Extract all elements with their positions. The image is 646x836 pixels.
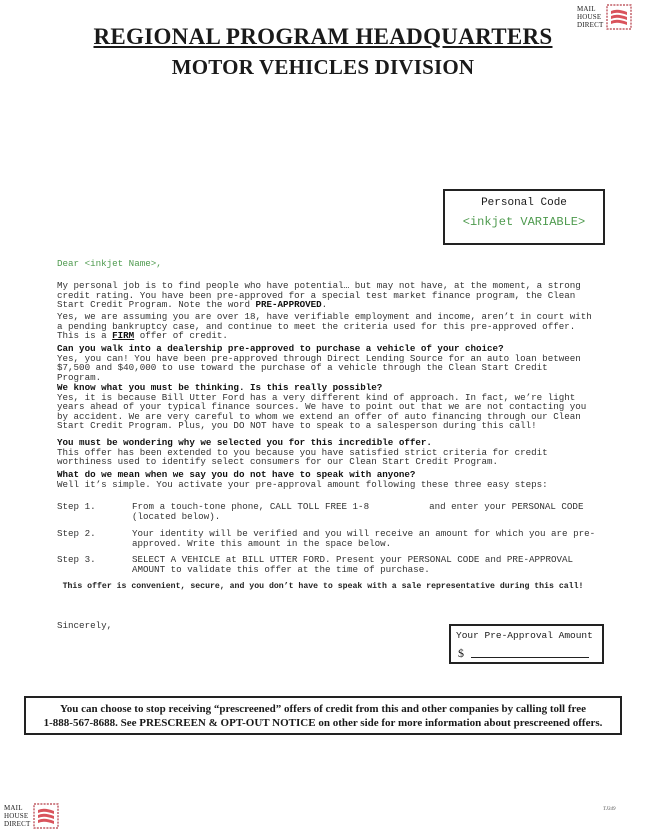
mail-house-direct-logo: [4, 803, 59, 829]
logo-line: HOUSE: [4, 812, 29, 820]
personal-code-box: [443, 189, 605, 245]
logo-line: DIRECT: [577, 21, 604, 29]
section-possible: [57, 383, 597, 431]
section-heading: We know what you must be thinking. Is this really possible?: [57, 382, 383, 393]
step-text: [132, 502, 602, 521]
page-subtitle: MOTOR VEHICLES DIVISION: [171, 55, 475, 79]
closing: Sincerely,: [57, 620, 113, 631]
opt-out-notice: [24, 696, 622, 735]
personal-code-label: Personal Code: [481, 197, 567, 209]
step-text: Your identity will be verified and you will receive an amount for which you are pre-approved. Write this amount in the space below.: [132, 528, 596, 549]
section-heading: What do we mean when we say you do not have to speak with anyone?: [57, 469, 416, 480]
paragraph-text: .: [321, 299, 328, 311]
logo-line: DIRECT: [4, 820, 31, 828]
paragraph-text: offer of credit.: [134, 330, 228, 342]
personal-code-value: <inkjet VARIABLE>: [462, 215, 586, 229]
section-body: Yes, you can! You have been pre-approved through Direct Lending Source for an auto loan between $7,500 and $40,000 to use toward the purchase of a vehicle through the Clean Start Credit Program.: [57, 352, 581, 383]
step-text-part: From a touch-tone phone, CALL TOLL FREE 1-8: [132, 501, 370, 512]
opt-out-line: You can choose to stop receiving “prescreened” offers of credit from this and other companies by calling toll free: [60, 703, 586, 715]
section-heading: Can you walk into a dealership pre-approved to purchase a vehicle of your choice?: [57, 343, 504, 354]
form-code: TJ349: [603, 807, 616, 812]
logo-text: [4, 804, 30, 828]
opt-out-line: 1-888-567-8688. See PRESCREEN & OPT-OUT NOTICE on other side for more information about prescreened offers.: [43, 717, 603, 729]
step-text: SELECT A VEHICLE at BILL UTTER FORD. Present your PERSONAL CODE and PRE-APPROVAL AMOUNT to validate this offer at the time of purchase.: [132, 554, 574, 575]
section-walk-in: [57, 344, 597, 382]
firm-emphasis: FIRM: [112, 330, 135, 342]
step-number: Step 3.: [57, 554, 96, 565]
stamp-flag-icon: [33, 803, 59, 829]
step-text-part: and enter your PERSONAL CODE (located below).: [132, 501, 584, 522]
section-selected: [57, 438, 597, 467]
logo-line: MAIL: [4, 804, 23, 812]
amount-write-line: [471, 657, 589, 658]
step-number: Step 2.: [57, 528, 96, 539]
paragraph-1: [57, 281, 597, 310]
paragraph-text: Yes, we are assuming you are over 18, have verifiable employment and income, aren’t in court with a pending bankruptcy case, and continue to meet the criteria used for this pre-approved offer. This is a: [57, 311, 592, 342]
convenience-note: This offer is convenient, secure, and you don’t have to speak with a sale representative during this call!: [62, 582, 584, 591]
logo-line: HOUSE: [577, 13, 602, 21]
section-speak: [57, 470, 597, 489]
dollar-sign: $: [458, 646, 464, 660]
section-body: Yes, it is because Bill Utter Ford has a very different kind of approach. In fact, we’re light years ahead of your typical finance sources. We have to point out that we are not contacting you by accident. We are very careful to whom we extend an offer of auto financing through our Clean Start Credit Program. Plus, you DO NOT have to speak to a salesperson during this call!: [57, 391, 587, 432]
section-body: This offer has been extended to you because you have satisfied strict criteria for credit worthiness used to identify select consumers for our Clean Start Credit Program.: [57, 446, 548, 468]
logo-line: MAIL: [577, 5, 596, 13]
pre-approval-amount-label: Your Pre-Approval Amount: [456, 630, 593, 641]
greeting: Dear <inkjet Name>,: [57, 258, 162, 269]
section-body: Well it’s simple. You activate your pre-approval amount following these three easy steps:: [57, 478, 548, 490]
paragraph-2: [57, 312, 597, 341]
step-number: Step 1.: [57, 501, 96, 512]
pre-approval-amount-box: [449, 624, 604, 664]
paragraph-text: My personal job is to find people who have potential… but may not have, at the moment, a strong credit rating. You have been pre-approved for a special test market finance program, the Clean Start Credit Program. Note the word: [57, 280, 581, 311]
page-title: REGIONAL PROGRAM HEADQUARTERS: [93, 24, 553, 49]
section-heading: You must be wondering why we selected you for this incredible offer.: [57, 437, 432, 448]
pre-approved-emphasis: PRE-APPROVED: [255, 299, 322, 311]
